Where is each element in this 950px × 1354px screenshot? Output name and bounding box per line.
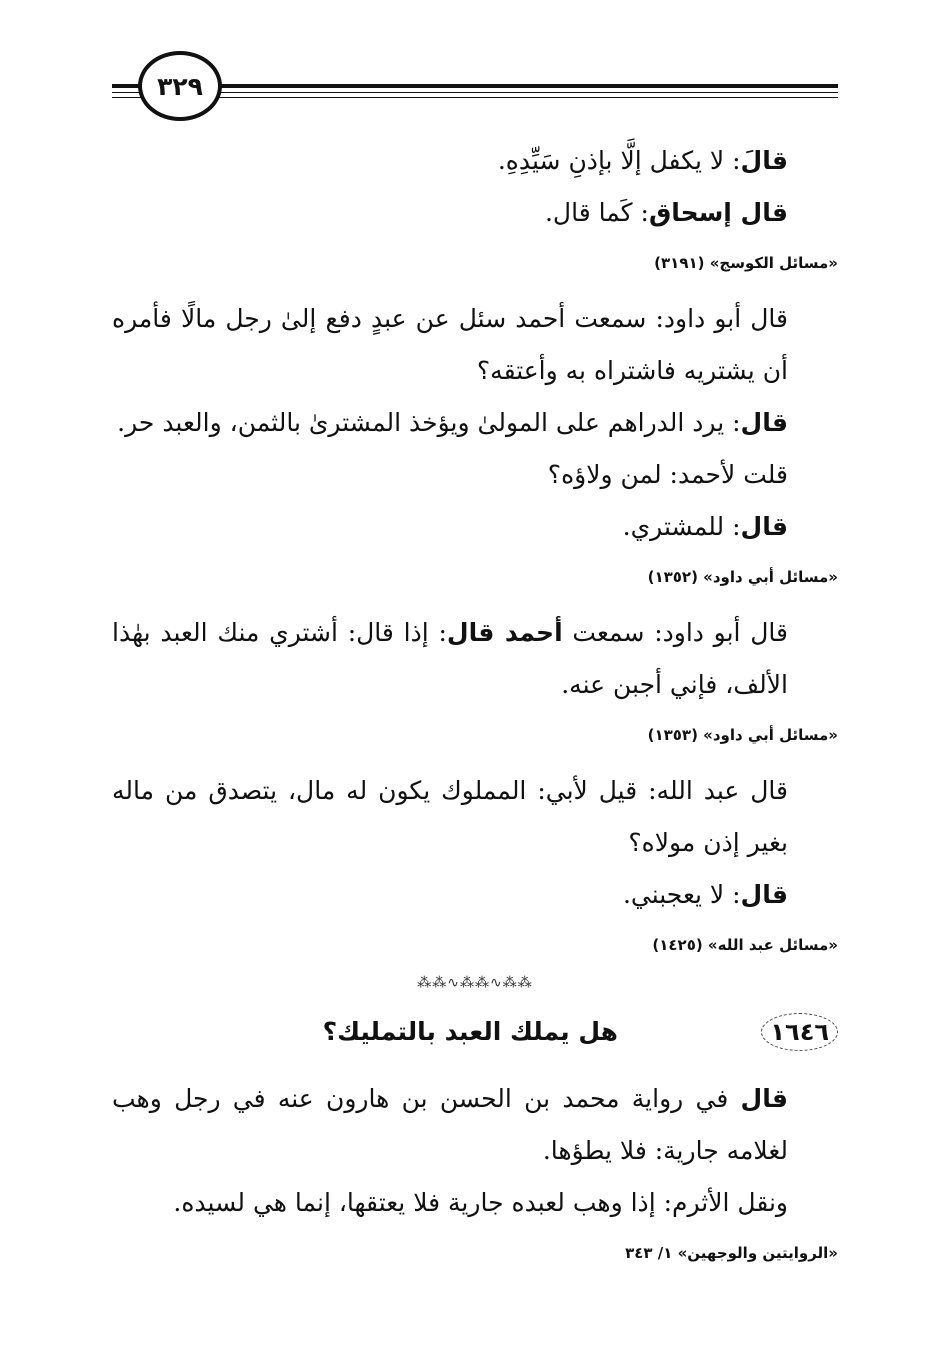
- source-citation: «الروايتين والوجهين» ١/ ٣٤٣: [625, 1244, 838, 1262]
- page-number: ٣٢٩: [138, 51, 222, 121]
- paragraph-text: : يرد الدراهم على المولىٰ ويؤخذ المشترىٰ بالثمن، والعبد حر.: [117, 408, 741, 437]
- paragraph: قال أبو داود: سمعت أحمد سئل عن عبدٍ دفع إلىٰ رجل مالًا فأمره أن يشتريه فاشتراه به وأعتقه؟: [112, 304, 788, 385]
- paragraph: [112, 1073, 838, 1177]
- speaker: قال: [740, 512, 788, 541]
- paragraph: [112, 187, 838, 239]
- paragraph: قلت لأحمد: لمن ولاؤه؟: [547, 460, 788, 489]
- section-ornament: ⁂⁂∿⁂⁂∿⁂⁂: [417, 975, 533, 991]
- speaker: قال إسحاق: [648, 198, 788, 227]
- paragraph-text: : إذا قال: أشتري منك العبد بهٰذا الألف، فإني أجبن عنه.: [112, 618, 788, 699]
- paragraph-text: : للمشتري.: [622, 512, 741, 541]
- speaker: قالَ: [740, 146, 788, 175]
- chapter-title: هل يملك العبد بالتمليك؟: [322, 1017, 618, 1046]
- speaker: قال: [740, 408, 788, 437]
- speaker: أحمد قال: [446, 618, 563, 647]
- paragraph: [112, 607, 838, 711]
- paragraph-text: : كَما قال.: [544, 198, 649, 227]
- paragraph: [112, 869, 838, 921]
- paragraph-text: قال أبو داود: سمعت: [562, 618, 788, 647]
- paragraph: [112, 135, 838, 187]
- paragraph: [112, 397, 838, 449]
- paragraph-text: : لا يعجبني.: [622, 880, 741, 909]
- speaker: قال: [740, 880, 788, 909]
- paragraph-text: : لا يكفل إلَّا بإذنِ سَيِّدِهِ.: [497, 146, 741, 175]
- source-citation: «مسائل أبي داود» (١٣٥٢): [647, 568, 838, 586]
- source-citation: «مسائل عبد الله» (١٤٢٥): [652, 936, 838, 954]
- source-citation: «مسائل الكوسج» (٣١٩١): [654, 254, 838, 272]
- paragraph-text: في رواية محمد بن الحسن بن هارون عنه في رجل وهب لغلامه جارية: فلا يطؤها.: [112, 1084, 788, 1165]
- paragraph: [112, 501, 838, 553]
- paragraph: ونقل الأثرم: إذا وهب لعبده جارية فلا يعتقها، إنما هي لسيده.: [173, 1188, 788, 1217]
- page-body: [112, 135, 838, 1269]
- paragraph: قال عبد الله: قيل لأبي: المملوك يكون له مال، يتصدق من ماله بغير إذن مولاه؟: [112, 776, 788, 857]
- chapter-number: ١٦٤٦: [761, 1013, 838, 1051]
- header-rule: [112, 97, 838, 98]
- chapter-heading-row: [112, 1009, 838, 1069]
- source-citation: «مسائل أبي داود» (١٣٥٣): [647, 726, 838, 744]
- speaker: قال: [740, 1084, 788, 1113]
